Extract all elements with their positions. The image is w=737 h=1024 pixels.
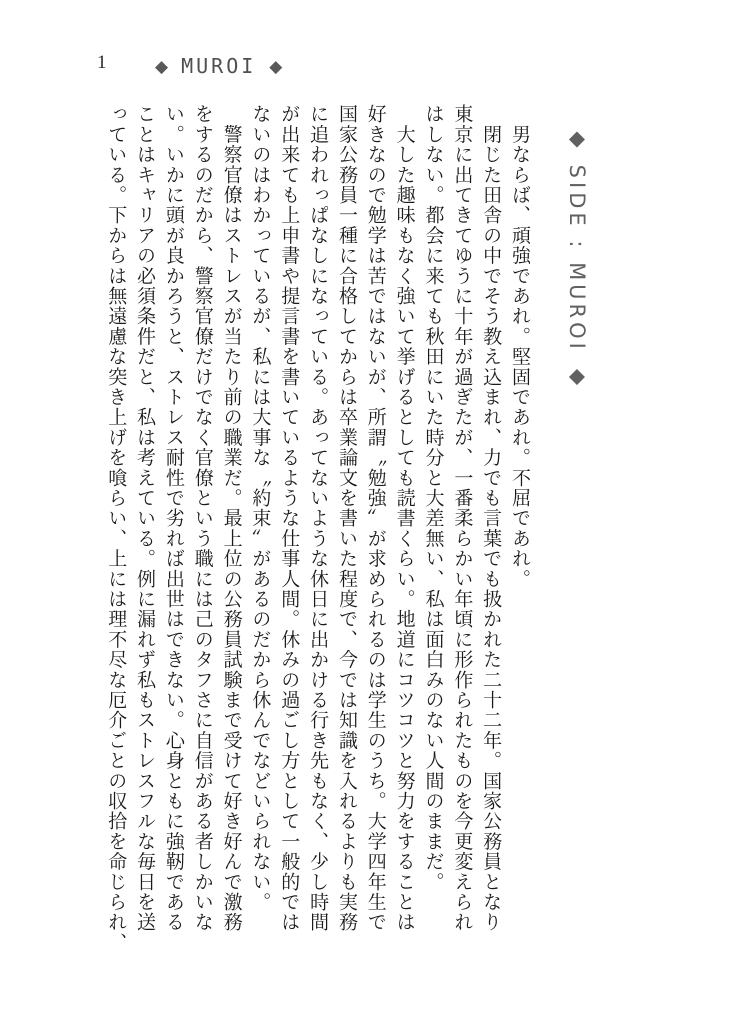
text-column: が出来ても上申書や提言書を書いているような仕事人間。休みの過ごし方として一般的では (278, 104, 300, 933)
body-text (100, 104, 533, 954)
text-column: っている。下からは無遠慮な突き上げを喰らい、上には理不尽な厄介ごとの収拾を命じられ、 (105, 104, 127, 953)
page-number: 1 (97, 52, 107, 73)
text-column: 好きなので勉学は苦ではないが、所謂〝勉強〟が求められるのは学生のうち。大学四年生で (364, 104, 386, 933)
text-column: 男ならば、頑強であれ。堅固であれ。不屈であれ。 (509, 104, 530, 589)
text-column: をするのだから、警察官僚だけでなく官僚という職には己のタフさに自信がある者しかいな (191, 104, 213, 933)
diamond-icon: ◆ (269, 56, 283, 76)
diamond-icon: ◆ (155, 56, 169, 76)
header-title: MUROI (181, 54, 257, 78)
header (155, 56, 282, 76)
text-column: 警察官僚はストレスが当たり前の職業だ。最上位の公務員試験まで受けて好き好んで激務 (220, 104, 242, 933)
text-column: ないのはわかっているが、私には大事な〝約束〟があるのだから休んでなどいられない。 (249, 104, 271, 912)
text-column: い。いかに頭が良かろうと、ストレス耐性で劣れば出世はできない。心身ともに強靭である (162, 104, 184, 933)
text-column: 閉じた田舎の中でそう教え込まれ、力でも言葉でも扱かれた二十二年。国家公務員となり (480, 104, 502, 933)
text-column: に追われっぱなしになっている。あってないような休日に出かける行き先もなく、少し時間 (307, 104, 329, 933)
text-column: 東京に出てきてゆうに十年が過ぎたが、一番柔らかい年頃に形作られたものを今更変えられ (451, 104, 473, 933)
text-column: 大した趣味もなく強いて挙げるとしても読書くらい。地道にコツコツと努力をすることは (393, 104, 415, 933)
text-column: はしない。都会に来ても秋田にいた時分と大差無い、私は面白みのない人間のままだ。 (422, 104, 444, 892)
text-column: 国家公務員一種に合格してからは卒業論文を書いた程度で、今では知識を入れるよりも実務 (335, 104, 357, 933)
text-column: ことはキャリアの必須条件だと、私は考えている。例に漏れず私もストレスフルな毎日を送 (134, 104, 156, 933)
side-title: ◆ SIDE : MUROI ◆ (565, 126, 589, 392)
